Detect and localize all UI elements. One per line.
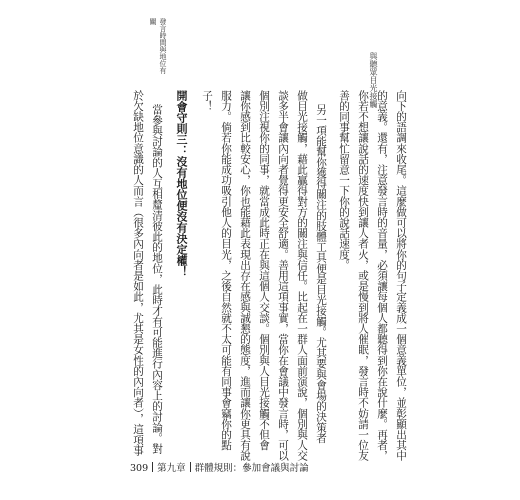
section-column-1: 當參與討論的人互相釐清彼此的地位，此時才有可能進行內容上的討論。對 [151, 104, 163, 454]
section-column-2: 於欠缺地位意識的人而言（很多內向者是如此，尤其是女性的內向者），這項事 [132, 90, 144, 456]
page-footer [130, 462, 309, 475]
footer-divider [190, 462, 191, 472]
body-column-6: 做目光接觸，藉此贏得對方的關注與信任。比起在一群人面前演說，個別與人交 [296, 90, 308, 461]
body-column-11: 子！ [201, 90, 213, 112]
body-column-4: 善的同事幫忙留意一下你的說話速度。 [338, 90, 350, 271]
body-column-3: 你若不想讓說話的速度快到讓人者火，或是慢到將人催眠，發言時不妨請一位友 [357, 90, 369, 461]
side-note-line-1: 發言時間與地位有 [159, 18, 167, 74]
body-column-2: 的意義。還有，注意發言時的音量，必須讓每個人都聽得到你在說什麼。再者， [376, 90, 388, 461]
body-column-8: 個別注視你的同事，就當成此時正在與這個人交談。個別與人目光接觸不但會 [258, 90, 270, 451]
body-column-1: 向下的語調來收尾。這麼做可以將你的句子定義成一個意義單位，並彰顯出其中 [395, 90, 407, 461]
side-note-line-2: 關 [149, 18, 157, 25]
page-number: 309 [130, 463, 149, 474]
section-heading: 開會守則三：沒有地位便沒有決定權！ [175, 90, 188, 277]
chapter-label: 第九章 [157, 463, 186, 474]
body-column-7: 談多半會讓內向者覺得更安全舒適。善用這項事實，當你在會議中發言時，可以 [277, 90, 289, 461]
chapter-title: 群體規則：參加會議與討論 [194, 463, 309, 474]
body-column-5: 另一項能幫你獲得關注的肢體工具便是目光接觸。尤其要與會場的決策者 [315, 104, 327, 444]
body-column-9: 讓你感到比較安心，你也能藉此表現出存在感與誠懇的態度，進而讓你更具有說 [239, 90, 251, 461]
running-head: 與聽眾目光接觸 [369, 52, 378, 108]
footer-divider [152, 462, 153, 472]
body-column-10: 服力。倘若你能成功吸引他人的目光，之後自然就不太可能有同事會竊你的點 [220, 90, 232, 451]
